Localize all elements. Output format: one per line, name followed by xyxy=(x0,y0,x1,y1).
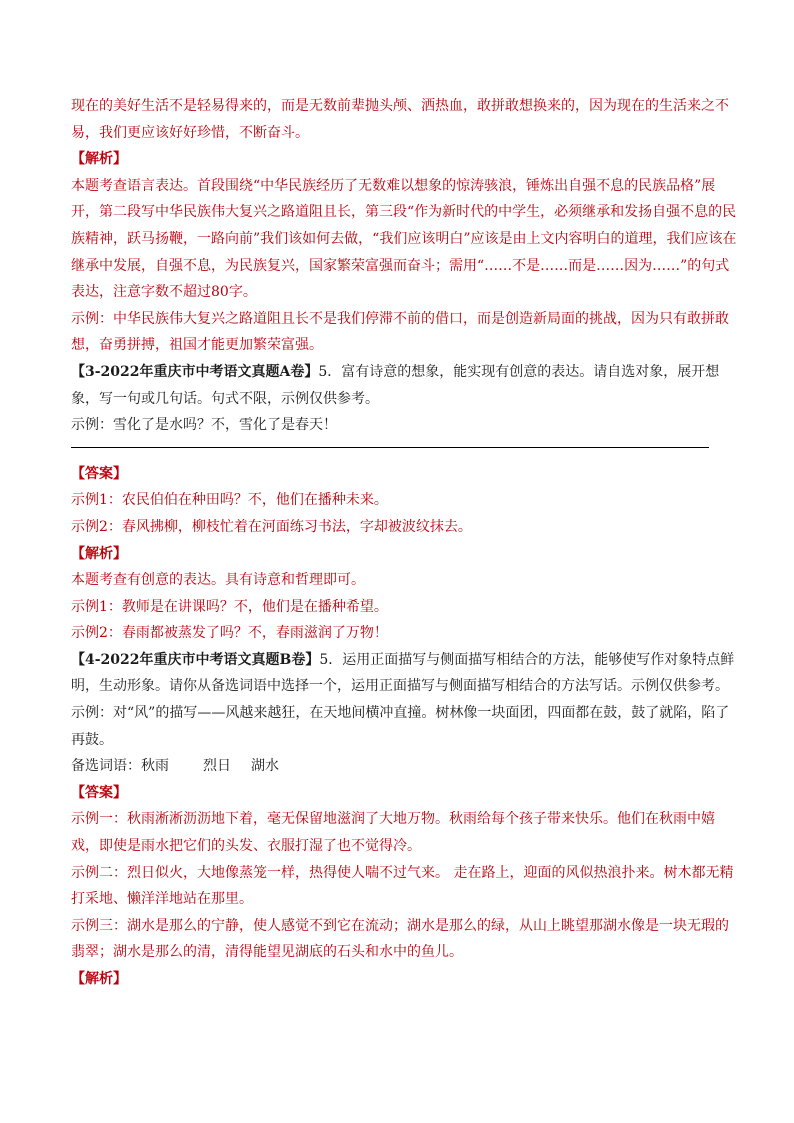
question-3 xyxy=(71,359,737,412)
analysis-example: 示例：中华民族伟大复兴之路道阻且长不是我们停滞不前的借口，而是创造新局面的挑战，因为只有敢拼敢想，奋勇拼搏，祖国才能更加繁荣富强。 xyxy=(71,310,729,354)
question-4-tag: 【4-2022年重庆市中考语文真题B卷】 xyxy=(71,651,320,668)
option-word: 秋雨 xyxy=(141,758,169,775)
analysis-text: 本题考查语言表达。首段围绕“中华民族经历了无数难以想象的惊涛骇浪，锤炼出自强不息的民族品格”展开，第二段写中华民族伟大复兴之路道阻且长，第三段“作为新时代的中学生，必须继承和发扬自强不息的民族精神，跃马扬鞭，一路向前”我们该如何去做，“我们应该明白”应该是由上文内容明白的道理，我们应该在继承中发展，自强不息，为民族复兴，国家繁荣富强而奋斗；需用“……不是……而是……因为……”的句式表达，注意字数不超过80字。 xyxy=(71,177,737,301)
answer-item: 示例二：烈日似火，大地像蒸笼一样，热得使人喘不过气来。 走在路上，迎面的风似热浪扑来。树木都无精打采地、懒洋洋地站在那里。 xyxy=(71,864,734,908)
previous-answer-text: 现在的美好生活不是轻易得来的，而是无数前辈抛头颅、洒热血，敢拼敢想换来的，因为现在的生活来之不易，我们更应该好好珍惜，不断奋斗。 xyxy=(71,98,729,141)
document-content xyxy=(71,93,737,993)
analysis-example: 示例2：春雨都被蒸发了吗？不，春雨滋润了万物！ xyxy=(71,625,388,642)
analysis-label: 【解析】 xyxy=(71,971,127,987)
question-4-text: 5．运用正面描写与侧面描写相结合的方法，能够使写作对象特点鲜明，生动形象。请你从备选词语中选择一个，运用正面描写与侧面描写相结合的方法写话。示例仅供参考。 xyxy=(71,651,735,695)
options-label: 备选词语： xyxy=(71,758,141,775)
question-3-example: 示例：雪化了是水吗？不，雪化了是春天！ xyxy=(71,417,337,434)
question-3-text: 5．富有诗意的想象，能实现有创意的表达。请自选对象，展开想象，写一句或几句话。句式不限，示例仅供参考。 xyxy=(71,363,720,407)
analysis-label: 【解析】 xyxy=(71,545,127,562)
answer-item: 示例2：春风拂柳，柳枝忙着在河面练习书法，字却被波纹抹去。 xyxy=(71,518,472,535)
answer-label: 【答案】 xyxy=(71,784,127,801)
answer-item: 示例一：秋雨淅淅沥沥地下着，毫无保留地滋润了大地万物。秋雨给每个孩子带来快乐。他们在秋雨中嬉戏，即使是雨水把它们的头发、衣服打湿了也不觉得冷。 xyxy=(71,811,715,855)
question-4 xyxy=(71,647,737,700)
answer-item: 示例1：农民伯伯在种田吗？不，他们在播种未来。 xyxy=(71,492,388,509)
question-3-tag: 【3-2022年重庆市中考语文真题A卷】 xyxy=(71,363,319,380)
option-word: 湖水 xyxy=(251,758,279,775)
answer-line xyxy=(71,447,709,448)
option-words xyxy=(71,753,737,780)
option-word: 烈日 xyxy=(203,758,231,775)
answer-label: 【答案】 xyxy=(71,465,127,482)
analysis-label: 【解析】 xyxy=(71,151,127,168)
question-4-example: 示例：对“风”的描写——风越来越狂，在天地间横冲直撞。树林像一块面团，四面都在鼓，鼓了就陷，陷了再鼓。 xyxy=(71,705,730,748)
answer-item: 示例三：湖水是那么的宁静，使人感觉不到它在流动；湖水是那么的绿，从山上眺望那湖水像是一块无瑕的翡翠；湖水是那么的清，清得能望见湖底的石头和水中的鱼儿。 xyxy=(71,917,729,961)
analysis-example: 示例1：教师是在讲课吗？不，他们是在播种希望。 xyxy=(71,598,388,615)
analysis-text: 本题考查有创意的表达。具有诗意和哲理即可。 xyxy=(71,572,365,589)
